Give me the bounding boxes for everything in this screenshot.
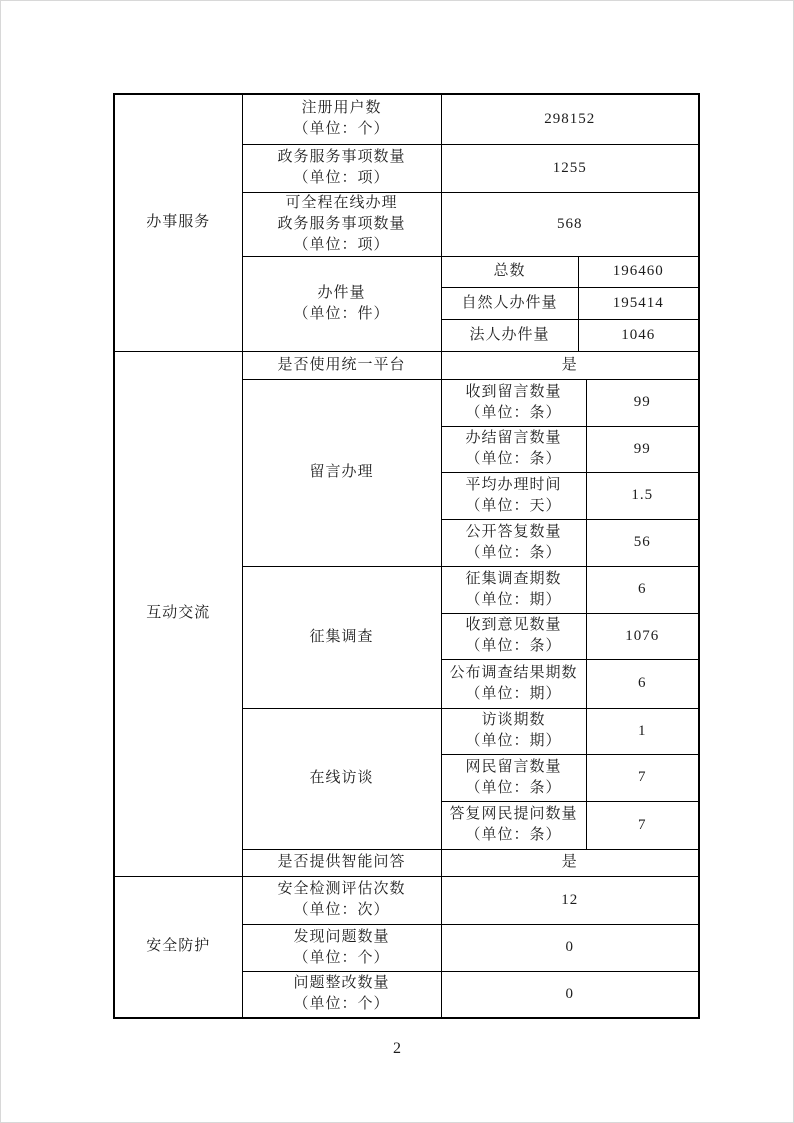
- metric-value: 56: [586, 519, 699, 566]
- group-label: 办件量: [317, 284, 366, 301]
- sub-metric-unit: （单位：条）: [465, 638, 562, 654]
- group-label: 在线访谈: [242, 708, 441, 849]
- sub-metric-label-cell: [441, 379, 586, 426]
- sub-metric-unit: （单位：条）: [465, 827, 562, 843]
- sub-metric-label-cell: [441, 659, 586, 708]
- report-table: [113, 93, 700, 1019]
- sub-metric-label: 自然人办件量: [441, 287, 578, 319]
- group-label: 留言办理: [242, 379, 441, 566]
- metric-label: 发现问题数量: [293, 928, 390, 945]
- sub-metric-label: 总数: [441, 256, 578, 287]
- metric-label: 是否提供智能问答: [242, 849, 441, 876]
- metric-unit: （单位：项）: [293, 236, 390, 253]
- metric-value: 99: [586, 379, 699, 426]
- metric-value: 6: [586, 566, 699, 613]
- metric-label: 注册用户数: [301, 100, 382, 117]
- sub-metric-label: 访谈期数: [481, 712, 546, 728]
- metric-label: 可全程在线办理: [285, 194, 398, 211]
- group-unit: （单位：件）: [293, 305, 390, 322]
- metric-value: 是: [441, 849, 699, 876]
- sub-metric-label: 公布调查结果期数: [449, 664, 578, 681]
- metric-unit: （单位：个）: [293, 121, 390, 138]
- sub-metric-label: 征集调查期数: [465, 570, 562, 587]
- metric-value: 7: [586, 754, 699, 801]
- section-label-service: 办事服务: [114, 94, 242, 351]
- sub-metric-label: 收到留言数量: [465, 383, 562, 400]
- sub-metric-label-cell: [441, 426, 586, 472]
- sub-metric-label-cell: [441, 801, 586, 849]
- metric-value: 568: [441, 192, 699, 256]
- metric-value: 195414: [578, 287, 699, 319]
- sub-metric-unit: （单位：期）: [465, 733, 562, 749]
- sub-metric-unit: （单位：期）: [465, 685, 562, 702]
- metric-unit: （单位：个）: [293, 949, 390, 966]
- metric-unit: （单位：项）: [293, 170, 390, 186]
- sub-metric-label: 答复网民提问数量: [449, 806, 578, 822]
- metric-label: 政务服务事项数量: [277, 215, 406, 232]
- metric-unit: （单位：次）: [293, 902, 390, 918]
- page-number: 2: [393, 1040, 401, 1057]
- sub-metric-label-cell: [441, 754, 586, 801]
- sub-metric-label: 公开答复数量: [465, 523, 562, 540]
- metric-value: 7: [586, 801, 699, 849]
- metric-value: 1046: [578, 319, 699, 351]
- metric-value: 99: [586, 426, 699, 472]
- sub-metric-label: 网民留言数量: [465, 758, 562, 775]
- metric-value: 1: [586, 708, 699, 754]
- sub-metric-unit: （单位：条）: [465, 779, 562, 796]
- metric-value: 12: [441, 876, 699, 924]
- section-label-interaction: 互动交流: [114, 351, 242, 876]
- sub-metric-label: 平均办理时间: [465, 476, 562, 493]
- report-table-container: [113, 93, 698, 1019]
- metric-label-cell: [242, 144, 441, 192]
- table-row: [114, 94, 699, 144]
- sub-metric-label-cell: [441, 519, 586, 566]
- metric-value: 298152: [441, 94, 699, 144]
- sub-metric-label-cell: [441, 613, 586, 659]
- sub-metric-unit: （单位：条）: [465, 404, 562, 421]
- metric-value: 1.5: [586, 472, 699, 519]
- metric-label: 政务服务事项数量: [277, 149, 406, 165]
- metric-label-cell: [242, 94, 441, 144]
- section-label-security: 安全防护: [114, 876, 242, 1018]
- table-row: [114, 351, 699, 379]
- sub-metric-label-cell: [441, 708, 586, 754]
- metric-value: 0: [441, 971, 699, 1018]
- table-row: [114, 876, 699, 924]
- metric-label-cell: [242, 971, 441, 1018]
- metric-label: 安全检测评估次数: [277, 881, 406, 897]
- metric-label-cell: [242, 192, 441, 256]
- metric-label: 是否使用统一平台: [242, 351, 441, 379]
- group-label: 征集调查: [242, 566, 441, 708]
- metric-value: 196460: [578, 256, 699, 287]
- sub-metric-label: 收到意见数量: [465, 617, 562, 633]
- metric-value: 是: [441, 351, 699, 379]
- sub-metric-unit: （单位：条）: [465, 544, 562, 561]
- metric-value: 0: [441, 924, 699, 971]
- sub-metric-unit: （单位：天）: [465, 497, 562, 514]
- sub-metric-label-cell: [441, 566, 586, 613]
- metric-value: 1076: [586, 613, 699, 659]
- sub-metric-label: 办结留言数量: [465, 430, 562, 446]
- metric-label-cell: [242, 924, 441, 971]
- metric-label: 问题整改数量: [293, 975, 390, 992]
- sub-metric-unit: （单位：条）: [465, 451, 562, 467]
- sub-metric-label-cell: [441, 472, 586, 519]
- group-label-cell: [242, 256, 441, 351]
- metric-label-cell: [242, 876, 441, 924]
- metric-unit: （单位：个）: [293, 996, 390, 1013]
- sub-metric-unit: （单位：期）: [465, 591, 562, 608]
- metric-value: 1255: [441, 144, 699, 192]
- sub-metric-label: 法人办件量: [441, 319, 578, 351]
- metric-value: 6: [586, 659, 699, 708]
